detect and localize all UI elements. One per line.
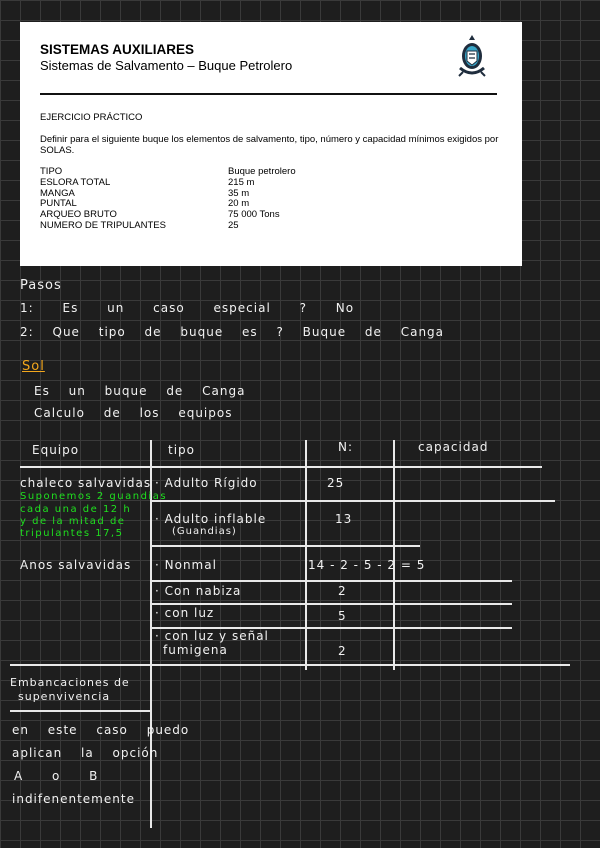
header-numero: N: — [338, 440, 354, 454]
embarcaciones-label: Embancaciones de — [10, 676, 130, 689]
embarcaciones-note-line: indifenentemente — [12, 792, 135, 806]
embarcaciones-note-line: aplican la opción — [12, 746, 159, 760]
spec-label: PUNTAL — [40, 198, 77, 210]
spec-value: 215 m — [228, 176, 255, 188]
title-divider — [40, 93, 497, 95]
table-row-rule — [10, 664, 570, 666]
header-capacidad: capacidad — [418, 440, 489, 454]
header-equipo: Equipo — [32, 443, 80, 457]
spec-label: MANGA — [40, 187, 75, 199]
spec-row — [40, 178, 296, 189]
aros-num-luz-senal: 2 — [338, 644, 347, 658]
chaleco-label: chaleco salvavidas — [20, 476, 152, 490]
calc-heading: Calculo de los equipos — [34, 406, 233, 420]
aros-tipo-rabiza: · Con nabiza — [155, 584, 242, 598]
embarcaciones-note-line: A o B — [14, 769, 99, 783]
chaleco-tipo-inflable-sub: (Guandias) — [172, 526, 237, 537]
aros-tipo-luz-senal: · con luz y señal — [155, 629, 269, 643]
chaleco-note-line: cada una de 12 h — [20, 504, 132, 515]
header-tipo: tipo — [168, 443, 195, 457]
spec-value: 25 — [228, 219, 239, 231]
aros-num-luz: 5 — [338, 609, 347, 623]
aros-tipo-luz-senal-b: fumigena — [163, 643, 228, 657]
table-row-rule — [10, 710, 150, 712]
table-header-rule — [20, 466, 542, 468]
chaleco-num-inflable: 13 — [335, 512, 353, 526]
chaleco-tipo-inflable: · Adulto inflable — [155, 512, 267, 526]
step-2: 2: Que tipo de buque es ? Buque de Canga — [20, 325, 445, 339]
aros-tipo-luz: · con luz — [155, 606, 215, 620]
spec-label: NUMERO DE TRIPULANTES — [40, 219, 166, 231]
table-row-rule — [150, 500, 555, 502]
crest-logo-icon — [456, 34, 488, 80]
table-row-rule — [150, 603, 512, 605]
exercise-instruction: Definir para el siguiente buque los elementos de salvamento, tipo, número y capacidad mínimos exigidos por SOLAS. — [40, 134, 499, 156]
table-divider-v3 — [393, 440, 395, 670]
ship-specs — [40, 167, 296, 232]
step-1: 1: Es un caso especial ? No — [20, 301, 355, 315]
document-title: SISTEMAS AUXILIARES — [40, 42, 195, 57]
embarcaciones-label-b: supenvivencia — [18, 690, 111, 703]
aros-num-normal: 14 - 2 - 5 - 2 = 5 — [308, 558, 426, 572]
table-divider-v2 — [305, 440, 307, 670]
spec-row — [40, 189, 296, 200]
chaleco-num-rigido: 25 — [327, 476, 345, 490]
pasos-heading: Pasos — [20, 278, 62, 293]
spec-value: 35 m — [228, 187, 250, 199]
spec-value: 75 000 Tons — [228, 209, 280, 221]
embarcaciones-note-line: en este caso puedo — [12, 723, 190, 737]
spec-label: TIPO — [40, 166, 63, 177]
chaleco-note-line: Suponemos 2 guandias — [20, 491, 168, 502]
spec-row — [40, 221, 296, 232]
spec-value: 20 m — [228, 198, 250, 210]
chaleco-tipo-rigido: · Adulto Rígido — [155, 476, 258, 490]
aros-num-rabiza: 2 — [338, 584, 347, 598]
chaleco-note-line: tripulantes 17,5 — [20, 528, 124, 539]
ship-type-note: Es un buque de Canga — [34, 384, 246, 398]
chaleco-note-line: y de la mitad de — [20, 516, 126, 527]
spec-label: ARQUEO BRUTO — [40, 209, 117, 221]
aros-tipo-normal: · Nonmal — [155, 558, 217, 572]
spec-value: Buque petrolero — [228, 166, 296, 177]
spec-label: ESLORA TOTAL — [40, 176, 111, 188]
exercise-heading: EJERCICIO PRÁCTICO — [40, 112, 143, 123]
table-row-rule — [150, 545, 420, 547]
table-row-rule — [150, 580, 512, 582]
aros-label: Anos salvavidas — [20, 558, 132, 572]
document-subtitle: Sistemas de Salvamento – Buque Petrolero — [40, 58, 293, 73]
solution-label: Sol — [22, 359, 45, 374]
worksheet — [20, 22, 522, 266]
